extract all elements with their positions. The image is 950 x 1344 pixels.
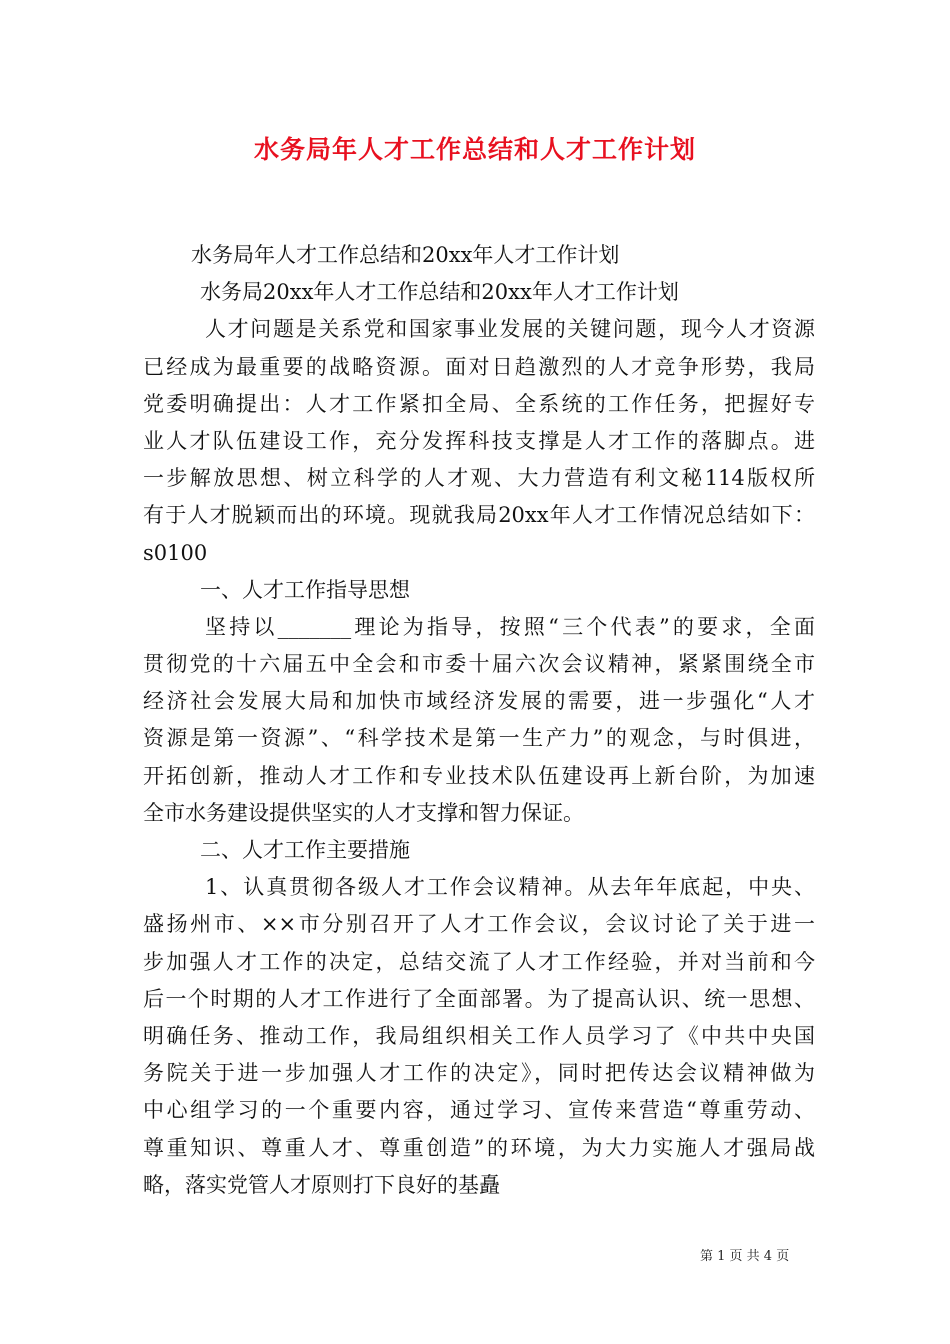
paragraph-line: s0100	[143, 540, 208, 565]
paragraph-line: 人才问题是关系党和国家事业发展的关键问题，现今人才资源	[205, 317, 815, 342]
paragraph-line: 明确任务、推动工作，我局组织相关工作人员学习了《中共中央国	[143, 1023, 815, 1048]
document-body	[143, 237, 815, 1204]
paragraph-line: 务院关于进一步加强人才工作的决定》，同时把传达会议精神做为	[143, 1061, 815, 1086]
paragraph-line: 尊重知识、尊重人才、尊重创造”的环境，为大力实施人才强局战	[143, 1135, 815, 1160]
paragraph-line: 全市水务建设提供坚实的人才支撑和智力保证。	[143, 800, 584, 825]
section-heading-1: 一、人才工作指导思想	[200, 577, 410, 602]
paragraph-line: 盛扬州市、××市分别召开了人才工作会议，会议讨论了关于进一	[143, 912, 815, 937]
paragraph-line: 党委明确提出：人才工作紧扣全局、全系统的工作任务，把握好专	[143, 391, 815, 416]
paragraph-line: 后一个时期的人才工作进行了全面部署。为了提高认识、统一思想、	[143, 986, 815, 1011]
paragraph-line: 1、认真贯彻各级人才工作会议精神。从去年年底起，中央、	[205, 875, 815, 900]
paragraph-line: 一步解放思想、树立科学的人才观、大力营造有利文秘114版权所	[143, 466, 815, 491]
subtitle-line-1: 水务局年人才工作总结和20xx年人才工作计划	[191, 243, 620, 267]
document-title: 水务局年人才工作总结和人才工作计划	[253, 135, 696, 164]
subtitle-line-2: 水务局20xx年人才工作总结和20xx年人才工作计划	[200, 280, 679, 305]
paragraph-line: 已经成为最重要的战略资源。面对日趋激烈的人才竞争形势，我局	[143, 354, 815, 379]
page-number: 第 1 页 共 4 页	[700, 1249, 790, 1264]
paragraph-line: 坚持以_______理论为指导，按照“三个代表”的要求，全面	[205, 614, 815, 639]
paragraph-line: 略，落实党管人才原则打下良好的基矗	[143, 1172, 500, 1197]
paragraph-line: 步加强人才工作的决定，总结交流了人才工作经验，并对当前和今	[143, 949, 815, 974]
paragraph-line: 开拓创新，推动人才工作和专业技术队伍建设再上新台阶，为加速	[143, 763, 815, 788]
paragraph-line: 有于人才脱颖而出的环境。现就我局20xx年人才工作情况总结如下：	[143, 503, 815, 528]
paragraph-line: 经济社会发展大局和加快市域经济发展的需要，进一步强化“人才	[143, 689, 815, 714]
paragraph-line: 资源是第一资源”、“科学技术是第一生产力”的观念，与时俱进，	[143, 726, 815, 751]
paragraph-line: 业人才队伍建设工作，充分发挥科技支撑是人才工作的落脚点。进	[143, 428, 815, 453]
section-heading-2: 二、人才工作主要措施	[200, 838, 410, 862]
paragraph-line: 贯彻党的十六届五中全会和市委十届六次会议精神，紧紧围绕全市	[143, 652, 815, 677]
paragraph-line: 中心组学习的一个重要内容，通过学习、宣传来营造“尊重劳动、	[143, 1098, 815, 1123]
